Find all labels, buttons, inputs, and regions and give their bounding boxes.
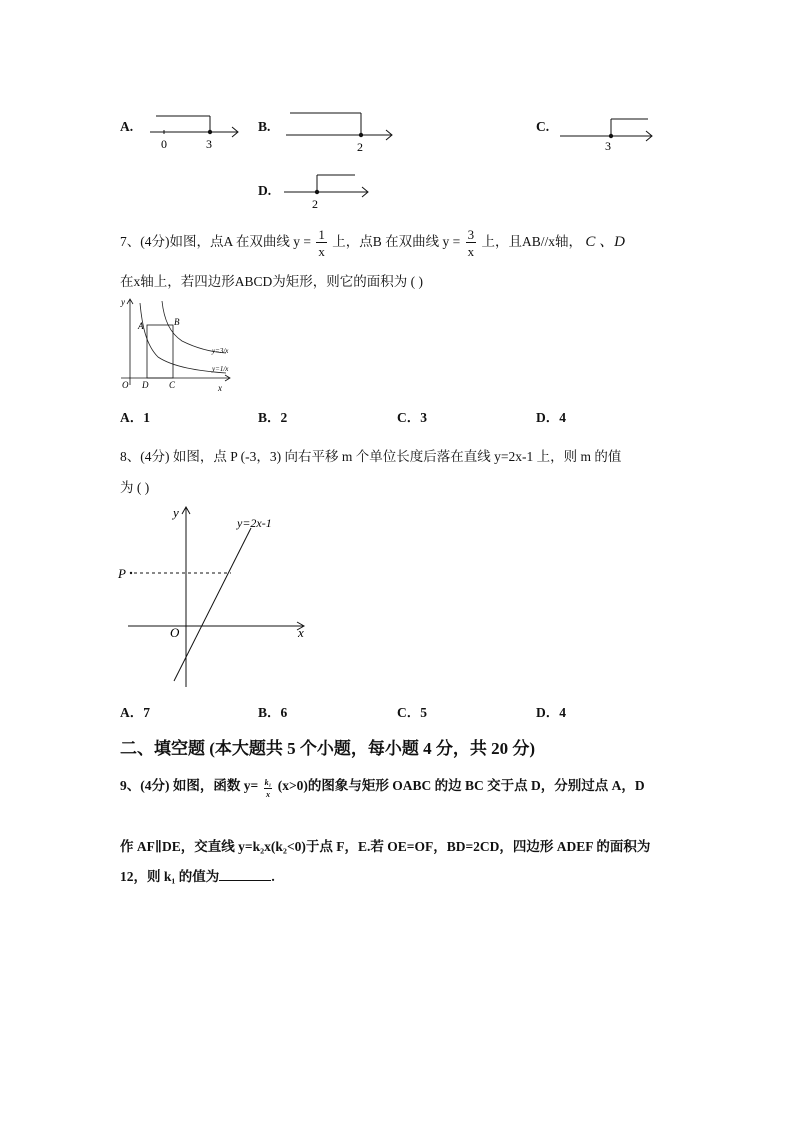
q6-a-tick-3: 3 bbox=[206, 137, 212, 151]
q9-answer-blank[interactable] bbox=[219, 868, 271, 881]
q8-choice-c: C．5 bbox=[397, 705, 427, 720]
q7-f1-num: 1 bbox=[318, 227, 325, 242]
q7-choice-b: B．2 bbox=[258, 410, 288, 425]
q6-b-tick-2: 2 bbox=[357, 140, 363, 154]
q7-f2-num: 3 bbox=[467, 227, 475, 242]
q7-graph-curve2-label: y=1/x bbox=[212, 365, 229, 373]
q7-fraction-1 bbox=[316, 228, 327, 258]
q7-graph-curve1-label: y=3/x bbox=[212, 347, 229, 355]
q8-graph-o: O bbox=[170, 625, 180, 640]
q7-mid: 上，点B 在双曲线 bbox=[332, 234, 440, 250]
q7-f1-lhs: y = bbox=[293, 234, 311, 250]
q9-line1-rest: (x>0)的图象与矩形 OABC 的边 BC 交于点 D，分别过点 A，D bbox=[277, 778, 645, 793]
q7-f2-lhs: y = bbox=[442, 234, 461, 250]
q6-option-d-diagram bbox=[282, 172, 382, 212]
q7-prefix: 7、(4分)如图，点A 在双曲线 bbox=[120, 234, 290, 250]
q6-option-a-label: A. bbox=[120, 119, 134, 134]
q9-fraction bbox=[264, 779, 273, 799]
q8-stem-line1: 8、(4分) 如图，点 P (-3，3) 向右平移 m 个单位长度后落在直线 y=2x-1 上，则 m 的值 bbox=[120, 449, 622, 464]
q8-graph-x: x bbox=[298, 625, 304, 640]
q7-f2-den: x bbox=[467, 244, 475, 259]
q7-graph-b: B bbox=[174, 317, 180, 327]
q9-frac-den: x bbox=[265, 790, 270, 799]
q6-d-tick-2: 2 bbox=[312, 197, 318, 211]
q7-graph-o: O bbox=[122, 380, 129, 390]
q6-option-d-label: D. bbox=[258, 183, 272, 198]
q7-f1-den: x bbox=[318, 244, 325, 259]
q8-graph-y: y bbox=[173, 505, 179, 520]
q8-choice-b: B．6 bbox=[258, 705, 288, 720]
q9-frac-num: k₁ bbox=[264, 778, 272, 787]
q8-stem-line2: 为 ( ) bbox=[120, 480, 150, 495]
q7-graph-c: C bbox=[169, 380, 176, 390]
q7-stem-line2: 在x轴上，若四边形ABCD为矩形，则它的面积为 ( ) bbox=[120, 274, 423, 289]
q8-choice-a: A．7 bbox=[120, 705, 150, 720]
q7-graph-d: D bbox=[142, 380, 149, 390]
q7-graph-y: y bbox=[121, 297, 125, 307]
q7-choice-d: D．4 bbox=[536, 410, 566, 425]
q7-choice-a: A．1 bbox=[120, 410, 150, 425]
q8-graph-line-label: y=2x-1 bbox=[237, 516, 272, 530]
q7-fraction-2 bbox=[466, 228, 477, 258]
q8-choice-d: D．4 bbox=[536, 705, 566, 720]
q9-stem-line1 bbox=[120, 774, 645, 799]
q6-c-tick-3: 3 bbox=[605, 139, 611, 153]
q7-cd: C 、D bbox=[585, 234, 625, 251]
q8-graph bbox=[116, 503, 316, 688]
q7-stem-line1 bbox=[120, 228, 625, 258]
q9-stem-line3 bbox=[120, 865, 275, 885]
q7-graph bbox=[118, 295, 243, 395]
q6-option-a-diagram bbox=[148, 110, 248, 150]
q6-option-c-label: C. bbox=[536, 119, 550, 134]
q9-stem-line2: 作 AF∥DE，交直线 y=k₂x(k₂<0)于点 F，E.若 OE=OF，BD=2CD，四边形 ADEF 的面积为 bbox=[120, 839, 651, 854]
q6-option-b-label: B. bbox=[258, 119, 271, 134]
q6-option-b-diagram bbox=[284, 108, 404, 153]
q7-graph-x: x bbox=[218, 383, 222, 393]
q9-line3-prefix: 12，则 k₁ 的值为 bbox=[120, 869, 220, 884]
q7-graph-a: A bbox=[138, 321, 144, 331]
q7-choice-c: C．3 bbox=[397, 410, 427, 425]
q7-tail: 上，且AB//x轴， bbox=[481, 234, 583, 250]
q9-prefix: 9、(4分) 如图，函数 y= bbox=[120, 778, 259, 793]
q8-graph-p: P bbox=[118, 566, 126, 581]
q6-a-tick-0: 0 bbox=[161, 137, 167, 151]
q9-line3-suffix: . bbox=[271, 869, 275, 884]
section2-title: 二、填空题 (本大题共 5 个小题，每小题 4 分，共 20 分) bbox=[120, 739, 536, 758]
q6-option-c-diagram bbox=[558, 114, 668, 154]
